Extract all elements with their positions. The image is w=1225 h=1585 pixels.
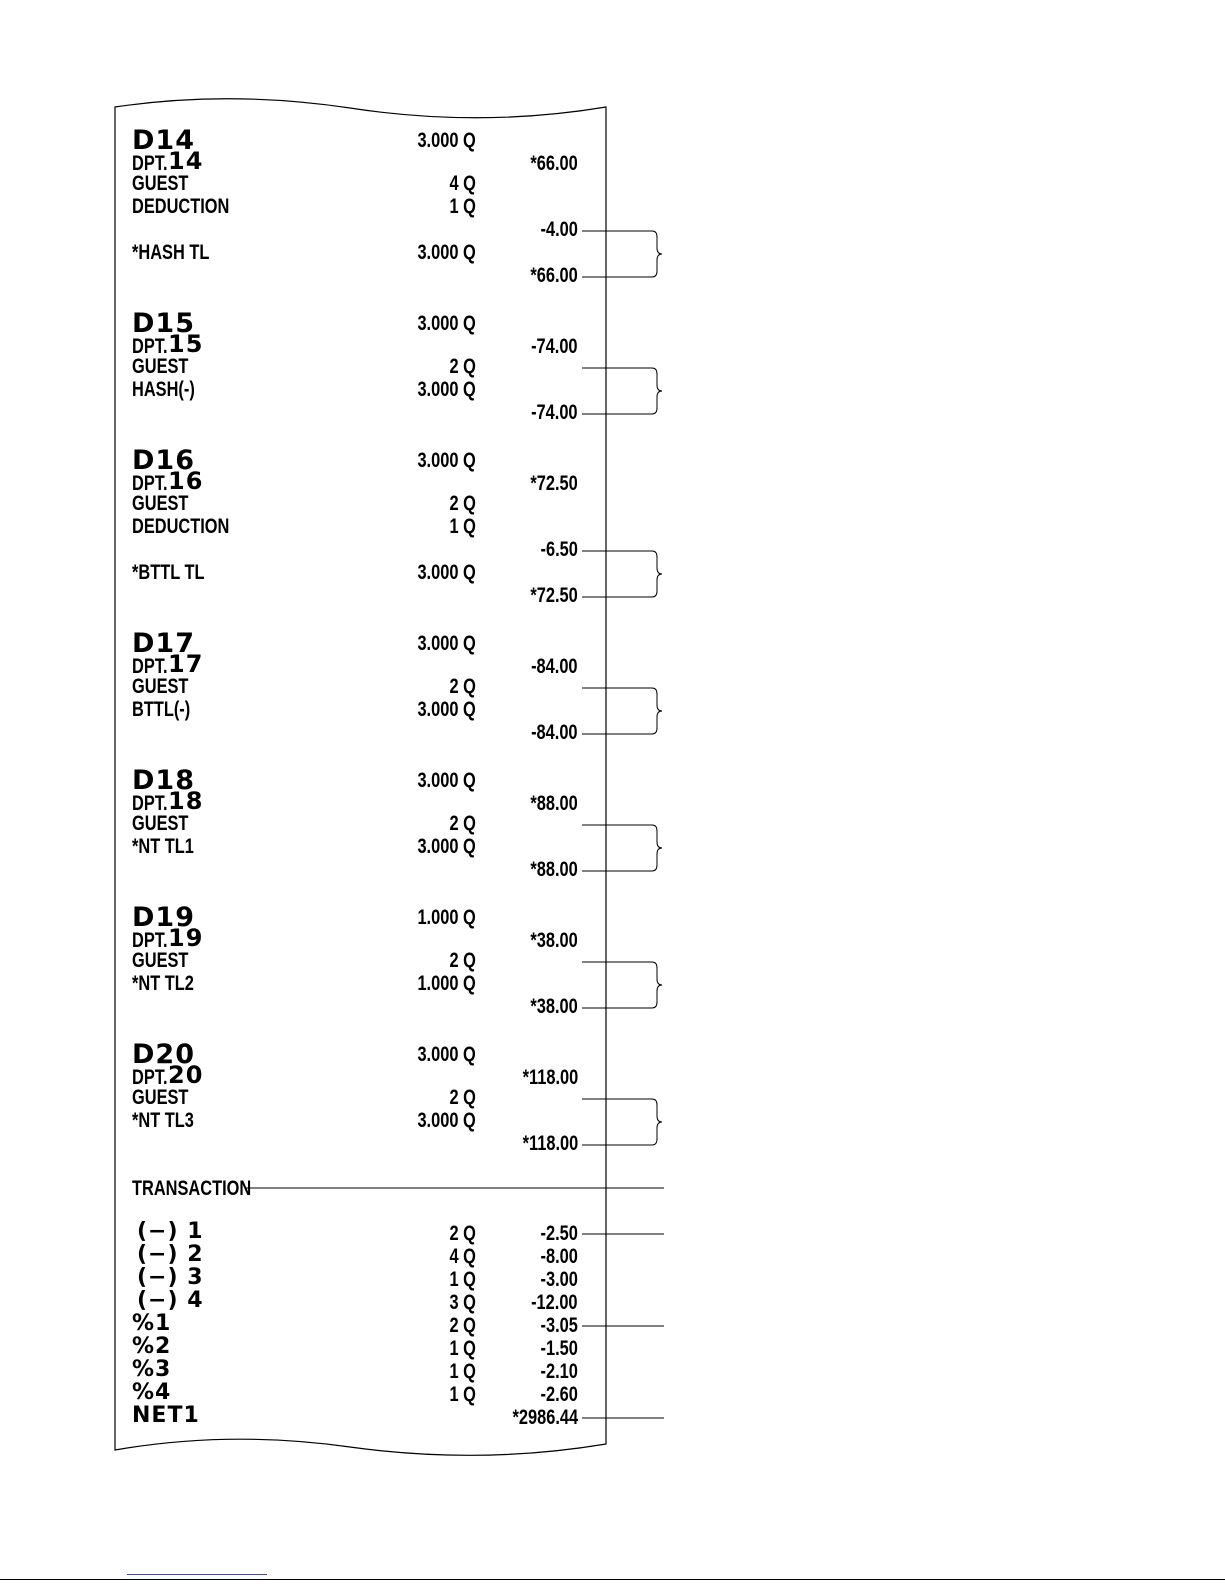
net-label: NET1 <box>132 1403 200 1428</box>
footer-link-underline[interactable] <box>127 1574 267 1575</box>
line-qty: 2 Q <box>449 675 476 698</box>
line-label: GUEST <box>132 949 189 972</box>
dept-qty: 3.000 Q <box>417 1043 476 1066</box>
line-qty: 2 Q <box>449 492 476 515</box>
total-qty: 1.000 Q <box>417 972 476 995</box>
dept-amount: *118.00 <box>522 1066 578 1089</box>
dept-code: D16 <box>132 445 195 476</box>
dept-number: 17 <box>168 650 204 678</box>
adjustment-amount: -1.50 <box>540 1337 578 1360</box>
extra-amount: -6.50 <box>540 538 578 561</box>
adjustment-label: %4 <box>132 1380 172 1405</box>
extra-amount: -4.00 <box>540 218 578 241</box>
brace-d17-curly <box>652 688 662 734</box>
dept-label <box>132 153 168 174</box>
dept-qty: 3.000 Q <box>417 632 476 655</box>
dept-prefix: DPT. <box>132 472 168 495</box>
dept-number: 16 <box>168 467 204 495</box>
total-qty: 3.000 Q <box>417 561 476 584</box>
line-label: GUEST <box>132 675 189 698</box>
dept-number: 15 <box>168 330 204 358</box>
total-label: *NT TL2 <box>132 972 194 995</box>
dept-number: 14 <box>168 147 204 175</box>
dept-code: D15 <box>132 308 195 339</box>
dept-number: 19 <box>168 924 204 952</box>
line-label: GUEST <box>132 172 189 195</box>
line-qty: 2 Q <box>449 812 476 835</box>
total-qty: 3.000 Q <box>417 698 476 721</box>
brace-d20-curly <box>652 1099 662 1145</box>
dept-prefix: DPT. <box>132 1066 168 1089</box>
dept-prefix: DPT. <box>132 335 168 358</box>
adjustment-amount: -2.50 <box>540 1222 578 1245</box>
dept-code: D17 <box>132 628 195 659</box>
dept-label <box>132 1067 168 1088</box>
adjustment-label: %1 <box>132 1311 172 1336</box>
total-qty: 3.000 Q <box>417 241 476 264</box>
dept-code: D19 <box>132 902 195 933</box>
total-label: *HASH TL <box>132 241 210 264</box>
adjustment-qty: 1 Q <box>449 1337 476 1360</box>
dept-label <box>132 793 168 814</box>
total-amount: *72.50 <box>530 584 578 607</box>
adjustment-label: (−) 1 <box>137 1219 204 1244</box>
line-qty: 2 Q <box>449 355 476 378</box>
line-label: GUEST <box>132 355 189 378</box>
footer-rule <box>0 1579 1225 1580</box>
line-label: DEDUCTION <box>132 515 230 538</box>
dept-amount: -84.00 <box>531 655 578 678</box>
line-qty: 4 Q <box>449 172 476 195</box>
total-qty: 3.000 Q <box>417 835 476 858</box>
dept-amount: -74.00 <box>531 335 578 358</box>
total-amount: *118.00 <box>522 1132 578 1155</box>
adjustment-qty: 2 Q <box>449 1314 476 1337</box>
dept-code: D18 <box>132 765 195 796</box>
adjustment-qty: 1 Q <box>449 1383 476 1406</box>
adjustment-amount: -2.10 <box>540 1360 578 1383</box>
dept-number: 18 <box>168 787 204 815</box>
adjustment-qty: 1 Q <box>449 1268 476 1291</box>
brace-d18-curly <box>652 825 662 871</box>
total-label: *NT TL3 <box>132 1109 194 1132</box>
adjustment-amount: -8.00 <box>540 1245 578 1268</box>
total-amount: *66.00 <box>530 264 578 287</box>
line-qty: 1 Q <box>449 515 476 538</box>
dept-amount: *38.00 <box>530 929 578 952</box>
total-label: BTTL(-) <box>132 698 191 721</box>
adjustment-amount: -3.00 <box>540 1268 578 1291</box>
dept-code: D20 <box>132 1039 195 1070</box>
total-qty: 3.000 Q <box>417 378 476 401</box>
dept-qty: 3.000 Q <box>417 769 476 792</box>
brace-d15-curly <box>652 368 662 414</box>
dept-prefix: DPT. <box>132 792 168 815</box>
dept-label <box>132 930 168 951</box>
line-qty: 2 Q <box>449 1086 476 1109</box>
adjustment-label: %3 <box>132 1357 172 1382</box>
total-amount: *88.00 <box>530 858 578 881</box>
line-label: GUEST <box>132 492 189 515</box>
adjustment-amount: -3.05 <box>540 1314 578 1337</box>
net-amount: *2986.44 <box>512 1406 578 1429</box>
adjustment-amount: -2.60 <box>540 1383 578 1406</box>
dept-qty: 3.000 Q <box>417 449 476 472</box>
adjustment-qty: 1 Q <box>449 1360 476 1383</box>
total-label: *NT TL1 <box>132 835 194 858</box>
adjustment-label: (−) 4 <box>137 1288 204 1313</box>
line-qty: 2 Q <box>449 949 476 972</box>
dept-amount: *72.50 <box>530 472 578 495</box>
dept-amount: *66.00 <box>530 152 578 175</box>
dept-number: 20 <box>168 1061 204 1089</box>
adjustment-qty: 4 Q <box>449 1245 476 1268</box>
dept-prefix: DPT. <box>132 655 168 678</box>
dept-label <box>132 473 168 494</box>
total-amount: -74.00 <box>531 401 578 424</box>
adjustment-label: (−) 2 <box>137 1242 204 1267</box>
dept-amount: *88.00 <box>530 792 578 815</box>
dept-label <box>132 336 168 357</box>
brace-d14-curly <box>652 231 662 277</box>
adjustment-qty: 3 Q <box>449 1291 476 1314</box>
adjustment-amount: -12.00 <box>531 1291 578 1314</box>
line-label: GUEST <box>132 812 189 835</box>
dept-qty: 1.000 Q <box>417 906 476 929</box>
line-qty: 1 Q <box>449 195 476 218</box>
line-label: DEDUCTION <box>132 195 230 218</box>
dept-qty: 3.000 Q <box>417 129 476 152</box>
dept-code: D14 <box>132 125 195 156</box>
adjustment-label: %2 <box>132 1334 172 1359</box>
transaction-label: TRANSACTION <box>132 1177 252 1200</box>
total-label: *BTTL TL <box>132 561 205 584</box>
adjustment-label: (−) 3 <box>137 1265 204 1290</box>
total-amount: -84.00 <box>531 721 578 744</box>
brace-d16-curly <box>652 551 662 597</box>
dept-prefix: DPT. <box>132 152 168 175</box>
total-label: HASH(-) <box>132 378 195 401</box>
total-amount: *38.00 <box>530 995 578 1018</box>
dept-label <box>132 656 168 677</box>
line-label: GUEST <box>132 1086 189 1109</box>
dept-prefix: DPT. <box>132 929 168 952</box>
brace-d19-curly <box>652 962 662 1008</box>
dept-qty: 3.000 Q <box>417 312 476 335</box>
adjustment-qty: 2 Q <box>449 1222 476 1245</box>
total-qty: 3.000 Q <box>417 1109 476 1132</box>
